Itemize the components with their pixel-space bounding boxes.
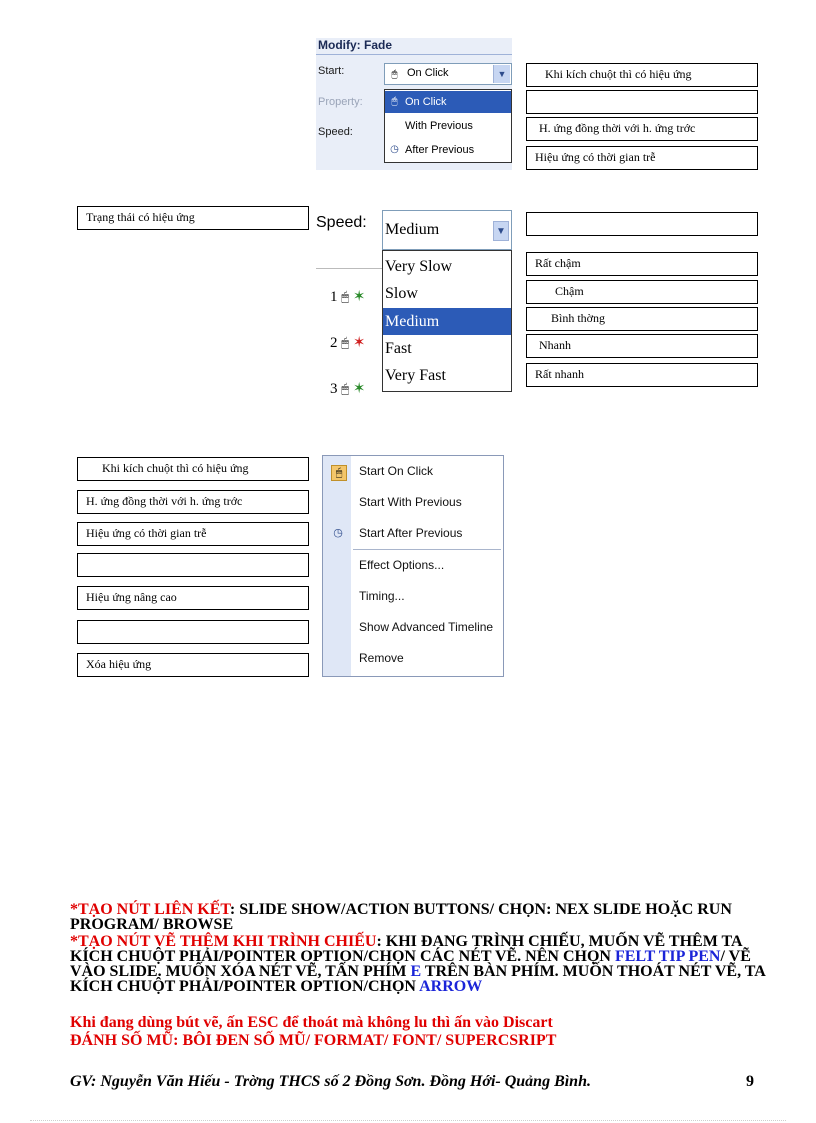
option-fast[interactable]: Fast xyxy=(385,340,412,357)
speed-panel xyxy=(316,204,512,404)
label-box-empty xyxy=(526,90,758,114)
menu-start-after-previous[interactable]: Start After Previous xyxy=(359,526,463,540)
note-superscript: ĐÁNH SỐ MŨ: BÔI ĐEN SỐ MŨ/ FORMAT/ FONT/ SUPERCSRIPT xyxy=(70,1032,557,1049)
context-menu xyxy=(322,455,504,677)
menu-remove[interactable]: Remove xyxy=(359,651,404,665)
menu-show-advanced-timeline[interactable]: Show Advanced Timeline xyxy=(359,620,494,634)
label-box-fast: Nhanh xyxy=(526,334,758,358)
speed-value: Medium xyxy=(385,221,440,238)
label-box-after-previous: Hiệu ứng có thời gian trễ xyxy=(77,522,309,546)
option-very-fast[interactable]: Very Fast xyxy=(385,367,446,384)
label-box-empty xyxy=(77,620,309,644)
label-box-very-fast: Rất nhanh xyxy=(526,363,758,387)
option-on-click[interactable]: 🖱 On Click xyxy=(385,91,511,113)
menu-gutter xyxy=(323,456,351,676)
clock-icon: ◷ xyxy=(390,144,399,155)
label-box-animated-state: Trạng thái có hiệu ứng xyxy=(77,206,309,230)
speed-label: Speed: xyxy=(318,126,353,138)
speed-select[interactable] xyxy=(382,210,512,250)
property-label: Property: xyxy=(318,96,363,108)
mouse-icon: 🖱 xyxy=(391,69,398,80)
bottom-divider xyxy=(30,1120,786,1121)
page-number: 9 xyxy=(746,1073,754,1090)
label-box-advanced: Hiệu ứng nâng cao xyxy=(77,586,309,610)
option-medium[interactable]: Medium xyxy=(383,308,511,335)
clock-icon: ◷ xyxy=(333,527,343,539)
start-value: On Click xyxy=(407,67,449,79)
label-box-very-slow: Rất chậm xyxy=(526,252,758,276)
divider xyxy=(316,54,512,55)
speed-dropdown xyxy=(382,250,512,392)
chevron-down-icon[interactable]: ▼ xyxy=(493,65,510,83)
mouse-icon: 🖱 xyxy=(331,465,347,481)
menu-timing[interactable]: Timing... xyxy=(359,589,405,603)
option-with-previous[interactable]: With Previous xyxy=(405,120,473,132)
start-dropdown xyxy=(384,89,512,163)
effect-list xyxy=(316,268,382,405)
list-item[interactable]: 1 🖱 ✶ xyxy=(330,289,366,305)
chevron-down-icon[interactable]: ▼ xyxy=(493,221,509,241)
note-pen-drawing: *TẠO NÚT VẼ THÊM KHI TRÌNH CHIẾU: KHI ĐANG TRÌNH CHIẾU, MUỐN VẼ THÊM TA KÍCH CHUỘT PHẢI/POINTER OPTION/CHỌN CÁC NÉT VẼ. NÊN CHỌN FELT TIP PEN/ VẼ VÀO SLIDE. MUỐN XÓA NÉT VẼ, TẤN PHÍM E TRÊN BÀN PHÍM. MUỐN THOÁT NÉT VẼ, TA KÍCH CHUỘT PHẢI/POINTER OPTION/CHỌN ARROW xyxy=(70,933,765,995)
label-box-empty xyxy=(77,553,309,577)
note-hyperlink-button: *TẠO NÚT LIÊN KẾT: SLIDE SHOW/ACTION BUTTONS/ CHỌN: NEX SLIDE HOẶC RUN PROGRAM/ BROWSE xyxy=(70,901,732,933)
modify-fade-panel xyxy=(316,38,512,170)
label-box-on-click: Khi kích chuột thì có hiệu ứng xyxy=(526,63,758,87)
label-box-with-previous: H. ứng đồng thời với h. ứng trớc xyxy=(77,490,309,514)
option-very-slow[interactable]: Very Slow xyxy=(385,258,453,275)
label-box-slow: Chậm xyxy=(526,280,758,304)
menu-start-on-click[interactable]: Start On Click xyxy=(359,464,434,478)
page-footer: GV: Nguyễn Văn Hiếu - Trờng THCS số 2 Đồng Sơn. Đồng Hới- Quảng Bình. xyxy=(70,1073,591,1090)
option-slow[interactable]: Slow xyxy=(385,285,418,302)
option-after-previous[interactable]: ◷ After Previous xyxy=(390,144,475,156)
menu-start-with-previous[interactable]: Start With Previous xyxy=(359,495,462,509)
list-item[interactable]: 3 🖱 ✶ xyxy=(330,381,366,397)
label-box-after-previous: Hiệu ứng có thời gian trễ xyxy=(526,146,758,170)
panel-title: Modify: Fade xyxy=(318,38,392,52)
label-box-on-click: Khi kích chuột thì có hiệu ứng xyxy=(77,457,309,481)
note-esc-discard: Khi đang dùng bút vẽ, ấn ESC để thoát mà không lu thì ấn vào Discart xyxy=(70,1014,553,1031)
start-select[interactable] xyxy=(384,63,512,85)
label-box-empty xyxy=(526,212,758,236)
speed-label: Speed: xyxy=(316,214,367,231)
menu-divider xyxy=(353,549,501,550)
mouse-icon: 🖱 xyxy=(391,96,398,107)
menu-effect-options[interactable]: Effect Options... xyxy=(359,558,445,572)
label-box-medium: Bình thờng xyxy=(526,307,758,331)
list-item[interactable]: 2 🖱 ✶ xyxy=(330,335,366,351)
start-label: Start: xyxy=(318,65,345,77)
label-box-with-previous: H. ứng đồng thời với h. ứng trớc xyxy=(526,117,758,141)
label-box-remove: Xóa hiệu ứng xyxy=(77,653,309,677)
